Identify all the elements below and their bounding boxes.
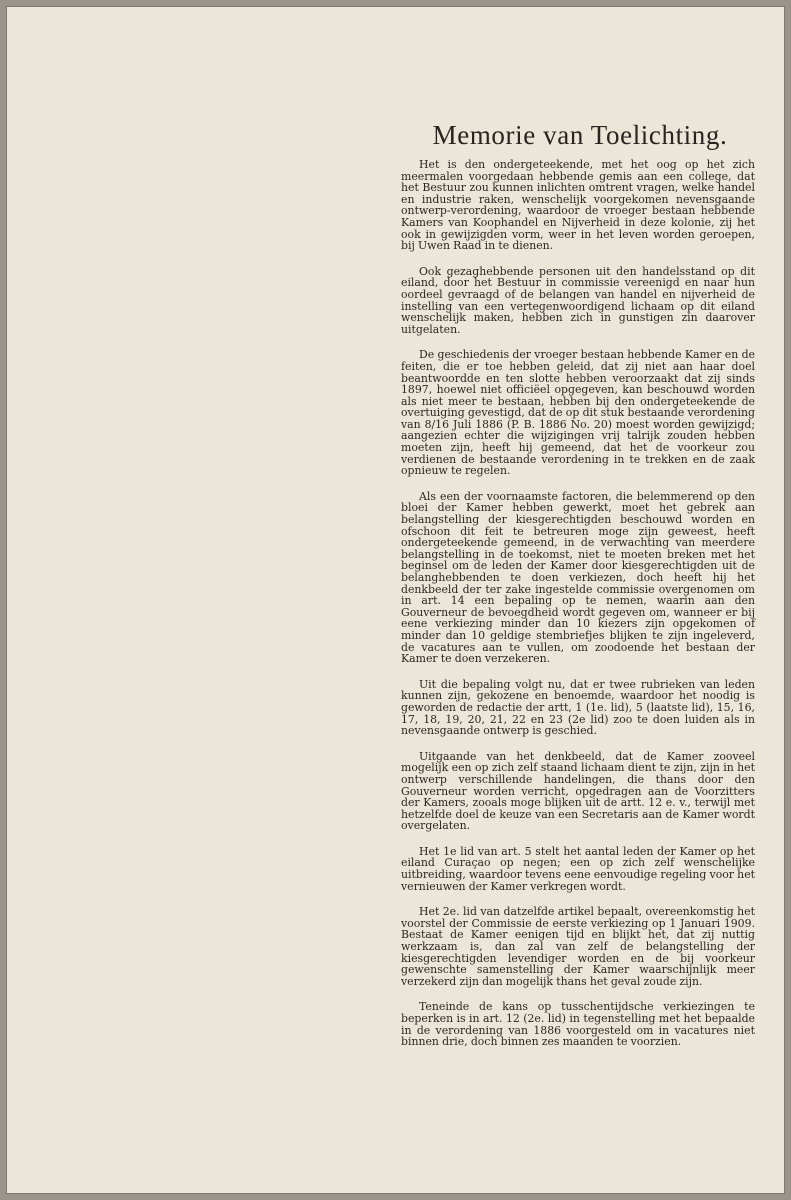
paragraph: De geschiedenis der vroeger bestaan hebbende Kamer en de feiten, die er toe hebben geleid, dat zij niet aan haar doel beantwoordde en ten slotte hebben veroorzaakt dat zij sinds 1897, hoewel niet officiëel opgegeven, kan beschouwd worden als niet meer te bestaan, hebben bij den ondergeteekende de overtuiging gevestigd, dat de op dit stuk bestaande verordening van 8/16 Juli 1886 (P. B. 1886 No. 20) moest worden gewijzigd; aangezien echter die wijzigingen vrij talrijk zouden hebben moeten zijn, heeft hij gemeend, dat het de voorkeur zou verdienen de bestaande verordening in te trekken en de zaak opnieuw te regelen. [401,348,755,478]
paragraph: Ook gezaghebbende personen uit den handelsstand op dit eiland, door het Bestuur in commissie vereenigd en naar hun oordeel gevraagd of de belangen van handel en nijverheid de instelling van een vertegenwoordigend lichaam op dit eiland wenschelijk maken, hebben zich in gunstigen zin daarover uitgelaten. [401,264,755,336]
paragraph: Het 2e. lid van datzelfde artikel bepaalt, overeenkomstig het voorstel der Commissie de eerste verkiezing op 1 Januari 1909. Bestaat de Kamer eenigen tijd en blijkt het, dat zij nuttig werkzaam is, dan zal van zelf de belangstelling der kiesgerechtigden levendiger worden en de bij voorkeur gewenschte samenstelling der Kamer waarschijnlijk meer verzekerd zijn dan mogelijk thans het geval zoude zijn. [401,905,755,988]
document-page [6,6,785,1194]
paragraph: Uitgaande van het denkbeeld, dat de Kamer zooveel mogelijk een op zich zelf staand lichaam dient te zijn, zijn in het ontwerp verschillende handelingen, die thans door den Gouverneur worden verricht, opgedragen aan de Voorzitters der Kamers, zooals moge blijken uit de artt. 12 e. v., terwijl met hetzelfde doel de keuze van een Secretaris aan de Kamer wordt overgelaten. [401,749,755,833]
paragraph: Uit die bepaling volgt nu, dat er twee rubrieken van leden kunnen zijn, gekozene en benoemde, waardoor het noodig is geworden de redactie der artt, 1 (1e. lid), 5 (laatste lid), 15, 16, 17, 18, 19, 20, 21, 22 en 23 (2e lid) zoo te doen luiden als in nevensgaande ontwerp is geschied. [401,677,755,738]
paragraph: Teneinde de kans op tusschentijdsche verkiezingen te beperken is in art. 12 (2e. lid) in tegenstelling met het bepaalde in de verordening van 1886 voorgesteld om in vacatures niet binnen drie, doch binnen zes maanden te voorzien. [401,1000,755,1049]
paragraph: Als een der voornaamste factoren, die belemmerend op den bloei der Kamer hebben gewerkt, moet het gebrek aan belangstelling der kiesgerechtigden beschouwd worden en ofschoon dit feit te betreuren moge zijn geweest, heeft ondergeteekende gemeend, in de verwachting van meerdere belangstelling in de toekomst, niet te moeten breken met het beginsel om de leden der Kamer door kiesgerechtigden uit de belanghebbenden te doen verkiezen, doch heeft hij het denkbeeld der ter zake ingestelde commissie overgenomen om in art. 14 een bepaling op te nemen, waarin aan den Gouverneur de bevoegdheid wordt gegeven om, wanneer er bij eene verkiezing minder dan 10 kiezers zijn opgekomen of minder dan 10 geldige stembriefjes blijken te zijn ingeleverd, de vacatures aan te vullen, om zoodoende het bestaan der Kamer te doen verzekeren. [401,489,755,666]
paragraph: Het 1e lid van art. 5 stelt het aantal leden der Kamer op het eiland Curaçao op negen; een op zich zelf wenschelijke uitbreiding, waardoor tevens eene eenvoudige regeling voor het vernieuwen der Kamer verkregen wordt. [401,844,756,893]
paragraph: Het is den ondergeteekende, met het oog op het zich meermalen voorgedaan hebbende gemis aan een college, dat het Bestuur zou kunnen inlichten omtrent vragen, welke handel en industrie raken, wenschelijk voorgekomen nevensgaande ontwerp-verordening, waardoor de vroeger bestaan hebbende Kamers van Koophandel en Nijverheid in deze kolonie, zij het ook in gewijzigden vorm, weer in het leven worden geroepen, bij Uwen Raad in te dienen. [401,158,755,253]
document-title: Memorie van Toelichting. [432,120,728,150]
text-column [401,118,755,1062]
